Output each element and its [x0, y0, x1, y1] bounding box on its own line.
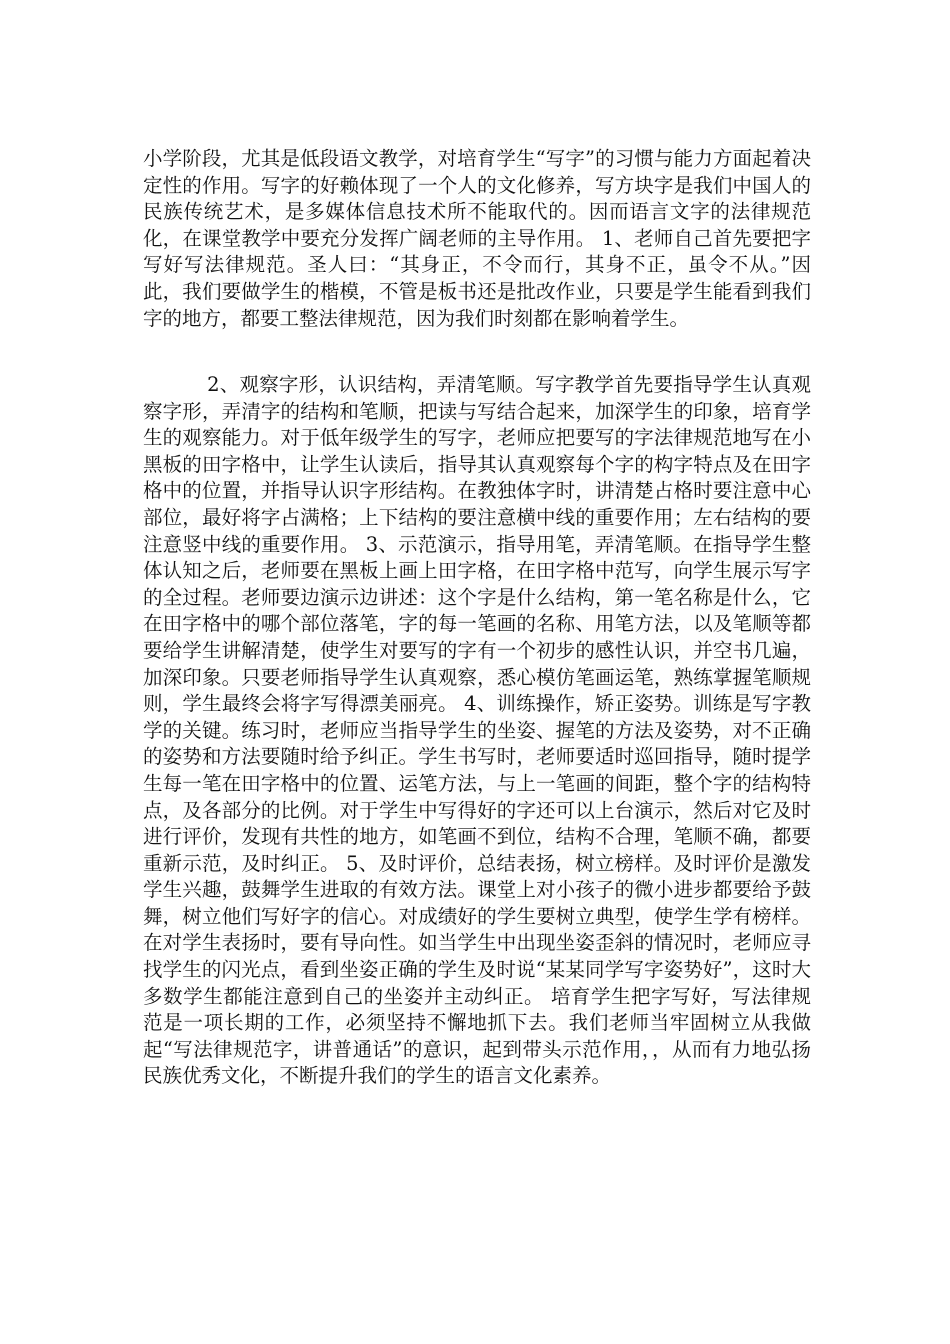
body-paragraph-1: 小学阶段，尤其是低段语文教学，对培育学生“写字”的习惯与能力方面起着决定性的作用。写字的好赖体现了一个人的文化修养，写方块字是我们中国人的民族传统艺术，是多媒体信息技术所不能取代的。因而语言文字的法律规范化，在课堂教学中要充分发挥广阔老师的主导作用。 1、老师自己首先要把字写好写法律规范。圣人曰：“其身正，不令而行，其身不正，虽令不从。”因此，我们要做学生的楷模，不管是板书还是批改作业，只要是学生能看到我们字的地方，都要工整法律规范，因为我们时刻都在影响着学生。: [143, 147, 811, 330]
body-paragraph-2: 2、观察字形，认识结构，弄清笔顺。写字教学首先要指导学生认真观察字形，弄清字的结构和笔顺，把读与写结合起来，加深学生的印象，培育学生的观察能力。对于低年级学生的写字，老师应把要写的字法律规范地写在小黑板的田字格中，让学生认读后，指导其认真观察每个字的构字特点及在田字格中的位置，并指导认识字形结构。在教独体字时，讲清楚占格时要注意中心部位，最好将字占满格；上下结构的要注意横中线的重要作用；左右结构的要注意竖中线的重要作用。 3、示范演示，指导用笔，弄清笔顺。在指导学生整体认知之后，老师要在黑板上画上田字格，在田字格中范写，向学生展示写字的全过程。老师要边演示边讲述：这个字是什么结构，第一笔名称是什么，它在田字格中的哪个部位落笔，字的每一笔画的名称、用笔方法，以及笔顺等都要给学生讲解清楚，使学生对要写的字有一个初步的感性认识，并空书几遍，加深印象。只要老师指导学生认真观察，悉心模仿笔画运笔，熟练掌握笔顺规则，学生最终会将字写得漂美丽亮。 4、训练操作，矫正姿势。训练是写字教学的关键。练习时，老师应当指导学生的坐姿、握笔的方法及姿势，对不正确的姿势和方法要随时给予纠正。学生书写时，老师要适时巡回指导，随时提学生每一笔在田字格中的位置、运笔方法，与上一笔画的间距，整个字的结构特点，及各部分的比例。对于学生中写得好的字还可以上台演示，然后对它及时进行评价，发现有共性的地方，如笔画不到位，结构不合理，笔顺不确，都要重新示范，及时纠正。 5、及时评价，总结表扬，树立榜样。及时评价是激发学生兴趣，鼓舞学生进取的有效方法。课堂上对小孩子的微小进步都要给予鼓舞，树立他们写好字的信心。对成绩好的学生要树立典型，使学生学有榜样。在对学生表扬时，要有导向性。如当学生中出现坐姿歪斜的情况时，老师应寻找学生的闪光点，看到坐姿正确的学生及时说“某某同学写字姿势好”，这时大多数学生都能注意到自己的坐姿并主动纠正。 培育学生把字写好，写法律规范是一项长期的工作，必须坚持不懈地抓下去。我们老师当牢固树立从我做起“写法律规范字，讲普通话”的意识，起到带头示范作用，，从而有力地弘扬民族优秀文化，不断提升我们的学生的语言文化素养。: [143, 373, 811, 1088]
